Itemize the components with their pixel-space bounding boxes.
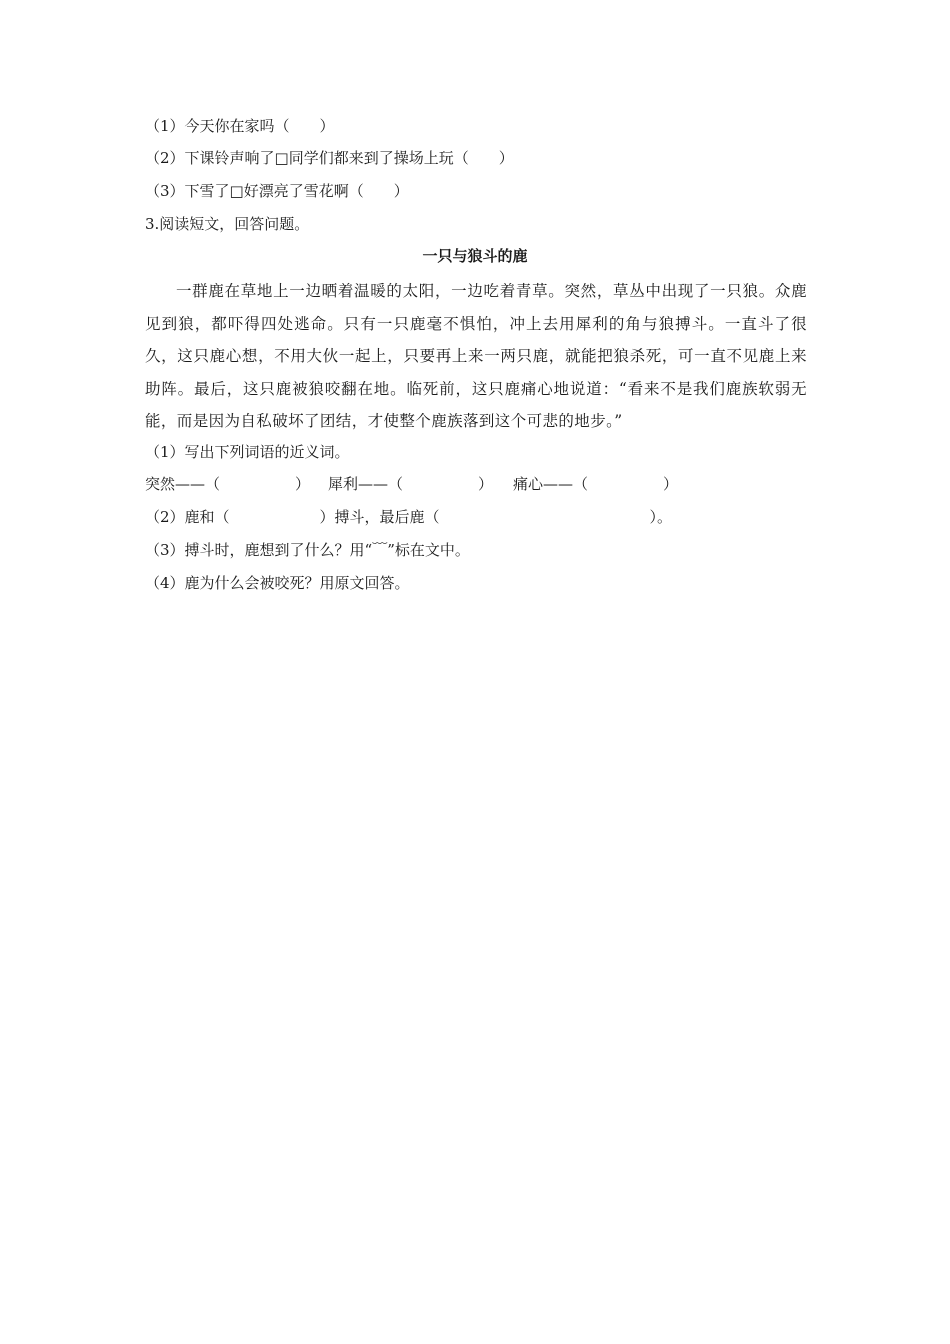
question-3-2: （2）鹿和（ ）搏斗，最后鹿（ ）。	[145, 508, 673, 526]
question-2-3: （3）下雪了□好漂亮了雪花啊（ ）	[145, 182, 409, 200]
passage-title: 一只与狼斗的鹿	[422, 247, 528, 265]
synonym-item-2: 犀利——（ ）	[328, 475, 494, 493]
passage-text: 一群鹿在草地上一边晒着温暖的太阳，一边吃着青草。突然，草丛中出现了一只狼。众鹿见到狼，都吓得四处逃命。只有一只鹿毫不惧怕，冲上去用犀利的角与狼搏斗。一直斗了很久，这只鹿心想，不用大伙一起上，只要再上来一两只鹿，就能把狼杀死，可一直不见鹿上来助阵。最后，这只鹿被狼咬翻在地。临死前，这只鹿痛心地说道：“看来不是我们鹿族软弱无能，而是因为自私破坏了团结，才使整个鹿族落到这个可悲的地步。”	[145, 282, 807, 430]
section-3-heading: 3.阅读短文，回答问题。	[145, 215, 310, 233]
question-2-1: （1）今天你在家吗（ ）	[145, 117, 335, 135]
question-2-2: （2）下课铃声响了□同学们都来到了操场上玩（ ）	[145, 149, 514, 167]
question-3-1: （1）写出下列词语的近义词。	[145, 443, 350, 461]
question-3-4: （4）鹿为什么会被咬死？用原文回答。	[145, 574, 410, 592]
synonym-item-1: 突然——（ ）	[145, 475, 311, 493]
question-3-3: （3）搏斗时，鹿想到了什么？用“﹋”标在文中。	[145, 541, 470, 559]
synonym-item-3: 痛心——（ ）	[513, 475, 679, 493]
